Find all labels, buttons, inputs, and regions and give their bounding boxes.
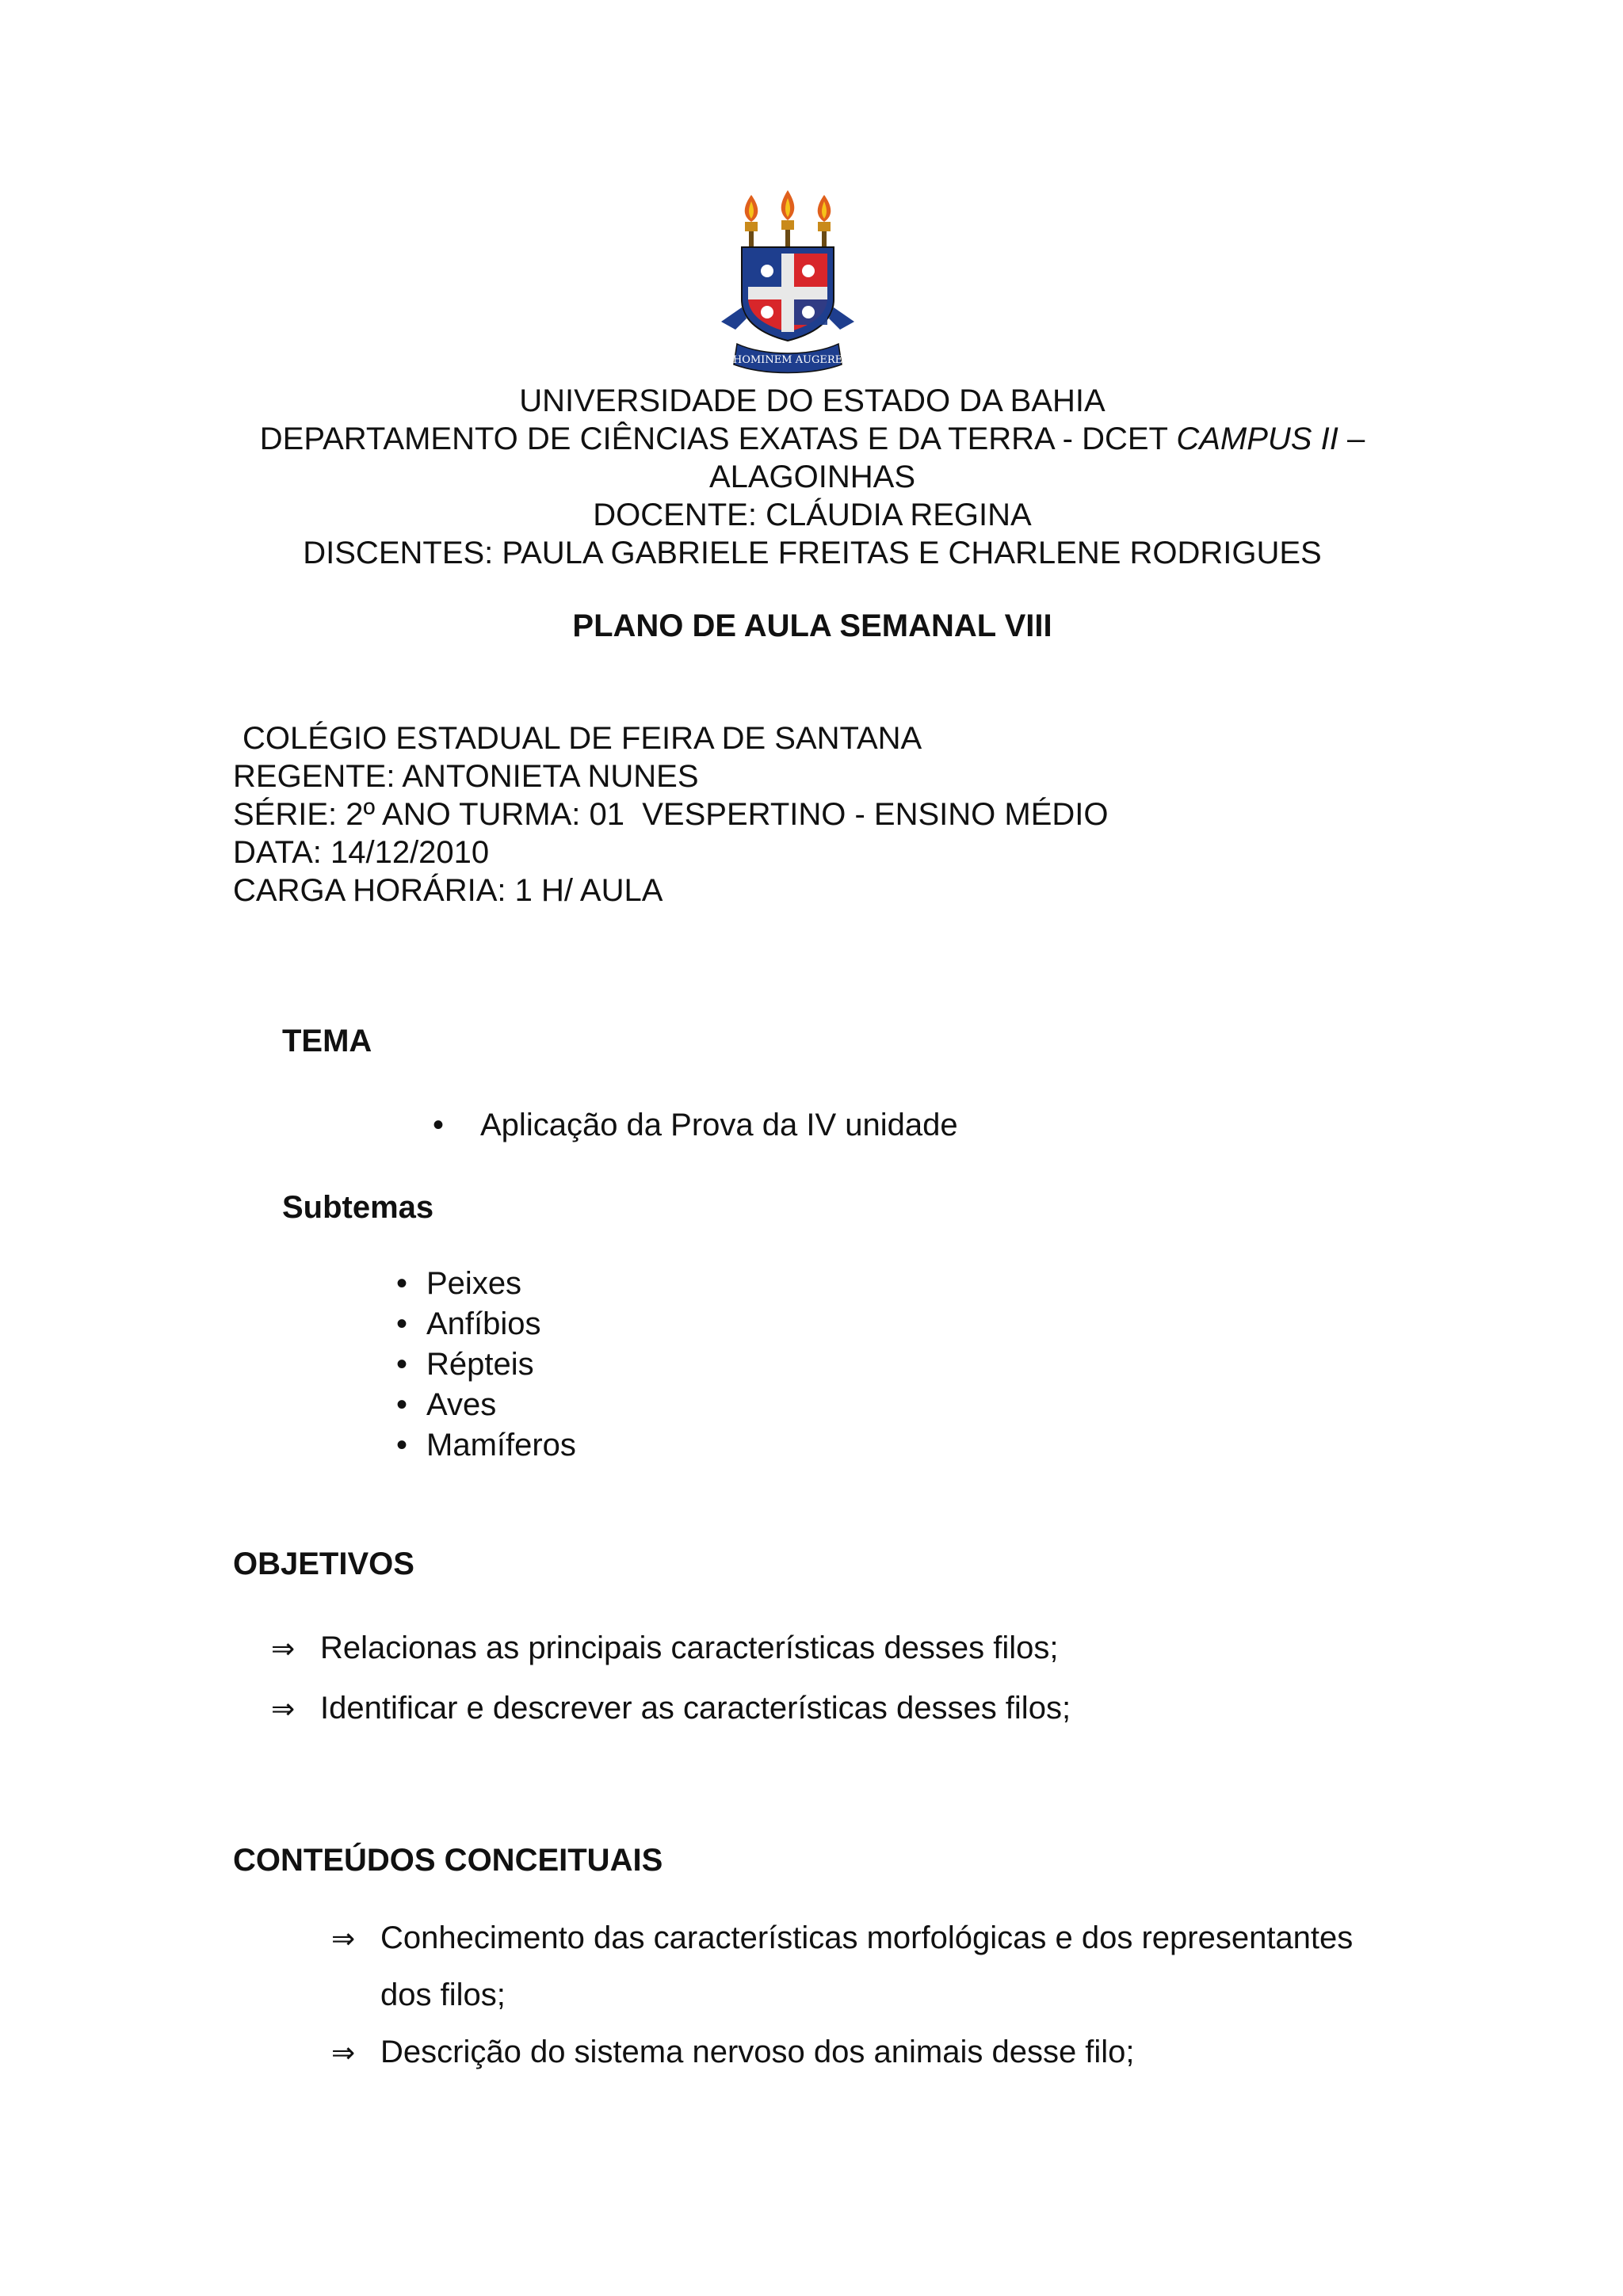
subtema-bullet: • xyxy=(396,1347,408,1382)
subtema-item: Peixes xyxy=(426,1266,522,1301)
school-info xyxy=(233,719,1109,910)
school-name: COLÉGIO ESTADUAL DE FEIRA DE SANTANA xyxy=(242,721,922,756)
university-crest-logo xyxy=(720,189,856,380)
university-name: UNIVERSIDADE DO ESTADO DA BAHIA xyxy=(519,383,1106,418)
document-header xyxy=(198,382,1426,572)
subtema-bullet: • xyxy=(396,1266,408,1301)
subtema-item: Aves xyxy=(426,1387,497,1422)
arrow-icon: ⇒ xyxy=(271,1633,296,1665)
teacher-line: DOCENTE: CLÁUDIA REGINA xyxy=(593,498,1032,532)
subtema-bullet: • xyxy=(396,1428,408,1463)
objetivo-item: Relacionas as principais características desses filos; xyxy=(320,1630,1059,1665)
shield xyxy=(742,247,834,341)
objetivo-item: Identificar e descrever as características desses filos; xyxy=(320,1691,1071,1726)
tema-item: Aplicação da Prova da IV unidade xyxy=(480,1108,958,1142)
workload-line: CARGA HORÁRIA: 1 H/ AULA xyxy=(233,873,663,908)
subtema-item: Anfíbios xyxy=(426,1306,541,1341)
subtema-item: Mamíferos xyxy=(426,1428,576,1463)
subtema-bullet: • xyxy=(396,1387,408,1422)
date-line: DATA: 14/12/2010 xyxy=(233,835,490,870)
regent-line: REGENTE: ANTONIETA NUNES xyxy=(233,759,699,794)
torches xyxy=(745,190,831,247)
department-line xyxy=(198,420,1426,458)
subtema-item: Répteis xyxy=(426,1347,534,1382)
campus-name: CAMPUS II xyxy=(1176,421,1338,456)
subtemas-heading: Subtemas xyxy=(282,1190,434,1225)
subtema-bullet: • xyxy=(396,1306,408,1341)
tema-bullet: • xyxy=(433,1108,445,1142)
tema-heading: TEMA xyxy=(282,1024,372,1058)
conteudo-item: Descrição do sistema nervoso dos animais desse filo; xyxy=(380,2035,1135,2069)
arrow-icon: ⇒ xyxy=(271,1693,296,1726)
students-line: DISCENTES: PAULA GABRIELE FREITAS E CHARLENE RODRIGUES xyxy=(303,536,1322,570)
plan-title: PLANO DE AULA SEMANAL VIII xyxy=(572,608,1052,643)
grade-line: SÉRIE: 2º ANO TURMA: 01 VESPERTINO - ENSINO MÉDIO xyxy=(233,797,1109,832)
department-name: DEPARTAMENTO DE CIÊNCIAS EXATAS E DA TERRA - DCET xyxy=(259,421,1177,456)
objetivos-heading: OBJETIVOS xyxy=(233,1547,414,1581)
arrow-icon: ⇒ xyxy=(331,1923,356,1955)
conteudo-item: Conhecimento das características morfológicas e dos representantes dos filos; xyxy=(380,1920,1354,2012)
arrow-icon: ⇒ xyxy=(331,2037,356,2069)
city-name: ALAGOINHAS xyxy=(708,460,916,494)
campus-dash: – xyxy=(1338,421,1365,456)
conteudos-heading: CONTEÚDOS CONCEITUAIS xyxy=(233,1843,663,1878)
crest-motto: HOMINEM AUGERE xyxy=(732,354,843,366)
